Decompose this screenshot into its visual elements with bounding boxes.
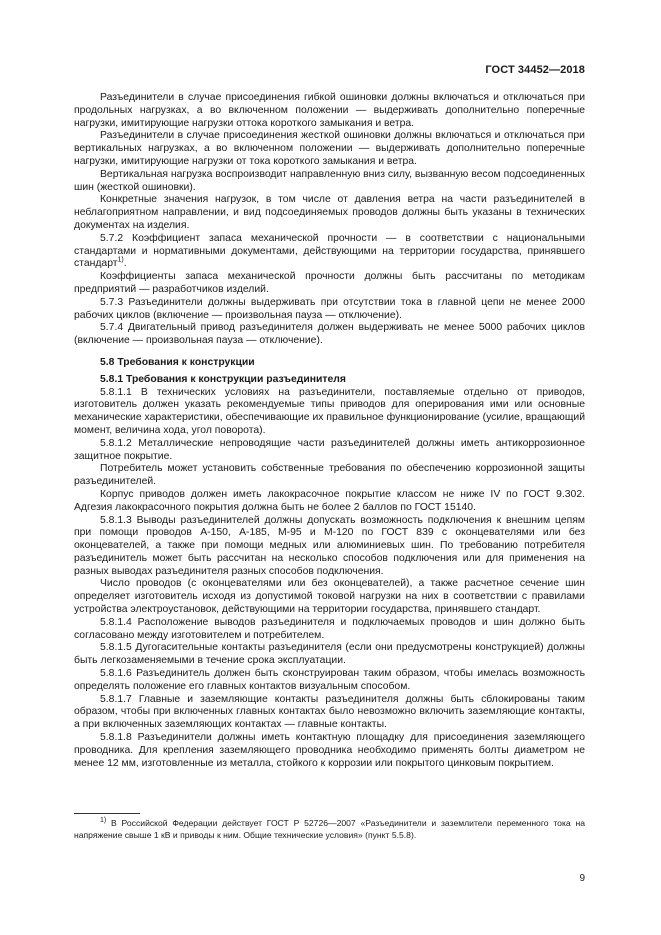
paragraph: Потребитель может установить собственные требования по обеспечению коррозионной защиты разъединителей. xyxy=(74,463,585,488)
section-heading: 5.8 Требования к конструкции xyxy=(100,356,255,368)
paragraph-5-7-2 xyxy=(74,233,585,271)
footnote-text: В Российской Федерации действует ГОСТ Р 52726—2007 «Разъединители и заземлители переменного тока на напряжение свыше 1 кВ и приводы к ним. Общие технические условия» (пункт 5.5.8). xyxy=(74,818,586,840)
paragraph: 5.8.1.1 В технических условиях на разъединители, поставляемые отдельно от приводов, изготовитель должен указать рекомендуемые типы приводов для оперирования ими или основные механические характеристики, обеспечивающие их правильное функционирование (усилие, вращающий момент, величина хода, угол поворота). xyxy=(74,386,585,436)
paragraph: 5.8.1.6 Разъединитель должен быть сконструирован таким образом, чтобы имелась возможность определять положение его главных контактов визуальным способом. xyxy=(74,668,585,692)
paragraph: Коэффициенты запаса механической прочности должны быть рассчитаны по методикам предприятий — разработчиков изделий. xyxy=(74,271,585,295)
paragraph: Корпус приводов должен иметь лакокрасочное покрытие классом не ниже IV по ГОСТ 9.302. Адгезия лакокрасочного покрытия должна быть не более 2 баллов по ГОСТ 15140. xyxy=(74,488,585,513)
paragraph: Вертикальная нагрузка воспроизводит направленную вниз силу, вызванную весом подсоединенных шин (жесткой ошиновки). xyxy=(74,168,585,193)
footnote-reference[interactable]: 1) xyxy=(117,256,124,264)
paragraph: 5.7.4 Двигательный привод разъединителя должен выдерживать не менее 5000 рабочих циклов (включение — произвольная пауза — отключение). xyxy=(74,322,585,347)
paragraph-end: . xyxy=(123,258,127,270)
footnote-divider xyxy=(74,813,140,814)
paragraph: 5.8.1.8 Разъединители должны иметь контактную площадку для присоединения заземляющего проводника. Для крепления заземляющего проводника необходимо применять болты диаметром не менее 12 мм, изготовленные из металла, стойкого к коррозии или покрытого цинковым покрытием. xyxy=(74,732,585,769)
paragraph-text: 5.7.2 Коэффициент запаса механической прочности — в соответствии с национальными стандартами и нормативными документами, действующими на территории государства, принявшего стандарт xyxy=(74,232,585,270)
paragraph: Разъединители в случае присоединения гибкой ошиновки должны включаться и отключаться при продольных нагрузках, а во включенном положении — выдерживать дополнительно поперечные нагрузки, имитирующие нагрузки оттока короткого замыкания и ветра. xyxy=(74,92,585,129)
document-body xyxy=(74,92,585,770)
document-header: ГОСТ 34452—2018 xyxy=(485,64,585,76)
paragraph: Конкретные значения нагрузок, в том числе от давления ветра на части разъединителей в неблагоприятном направлении, и вид подсоединяемых проводов должны быть указаны в технических документах на изделия. xyxy=(74,194,585,231)
page-number: 9 xyxy=(579,873,585,884)
subsection-heading: 5.8.1 Требования к конструкции разъединителя xyxy=(100,373,346,385)
paragraph: 5.8.1.3 Выводы разъединителей должны допускать возможность подключения к внешним цепям при помощи проводов А-150, А-185, М-95 и М-120 по ГОСТ 839 с оконцевателями или без оконцевателей, а также при помощи медных или алюминиевых шин. По требованию потребителя разъединитель может быть рассчитан на несколько способов подключения или для применения на разных выводах разъединителя разных способов подключения. xyxy=(74,514,585,577)
paragraph: 5.8.1.7 Главные и заземляющие контакты разъединителя должны быть сблокированы таким образом, чтобы при включенных главных контактах было невозможно включить заземляющие контакты, а при включенных заземляющих контактах — главные контакты. xyxy=(74,693,585,731)
footnote-mark: 1) xyxy=(100,817,107,825)
paragraph: Разъединители в случае присоединения жесткой ошиновки должны включаться и отключаться при вертикальных нагрузках, а во включенном положении — выдерживать дополнительно поперечные нагрузки, имитирующие нагрузки от тока короткого замыкания и ветра. xyxy=(74,130,585,167)
paragraph: 5.8.1.5 Дугогасительные контакты разъединителя (если они предусмотрены конструкцией) должны быть легкозаменяемыми в течение срока эксплуатации. xyxy=(74,642,585,667)
paragraph: 5.7.3 Разъединители должны выдерживать при отсутствии тока в главной цепи не менее 2000 рабочих циклов (включение — произвольная пауза — отключение). xyxy=(74,296,585,321)
paragraph: 5.8.1.4 Расположение выводов разъединителя и подключаемых проводов и шин должно быть согласовано между изготовителем и потребителем. xyxy=(74,616,585,641)
paragraph: Число проводов (с оконцевателями или без оконцевателей), а также расчетное сечение шин определяет изготовитель исходя из допустимой токовой нагрузки на них в соответствии с правилами устройства электроустановок, действующими на территории государства, принявшего стандарт. xyxy=(74,578,585,616)
footnote xyxy=(74,818,585,841)
paragraph: 5.8.1.2 Металлические непроводящие части разъединителей должны иметь антикоррозионное защитное покрытие. xyxy=(74,437,585,462)
